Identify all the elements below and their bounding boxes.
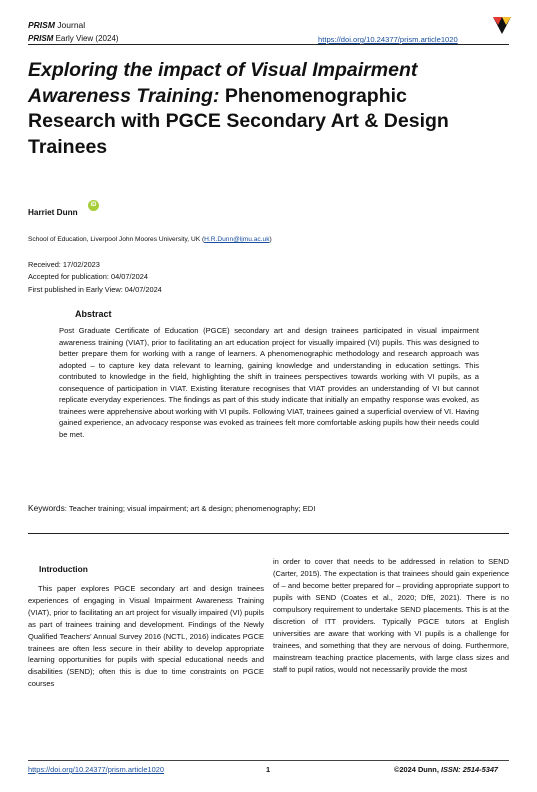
author-affiliation: School of Education, Liverpool John Moores University, UK (H.R.Dunn@ljmu.ac.uk) [28, 236, 272, 243]
early-view-label: PRISM Early View (2024) [28, 34, 119, 43]
article-title: Exploring the impact of Visual Impairment Awareness Training: Phenomenographic Research with PGCE Secondary Art & Design Trainees [28, 59, 449, 158]
section-divider [28, 533, 509, 534]
abstract-heading: Abstract [75, 309, 112, 319]
abstract-body: Post Graduate Certificate of Education (PGCE) secondary art and design trainees participated in visual impairment awareness training (VIAT), prior to facilitating an art education project for visually impaired (VI) pupils. This was designed to better prepare them for working with a range of learners. A phenomenographic methodology and research approach was adopted – to capture key data relevant to learning, gaining knowledge and understanding in education settings. This contributed to knowledge in the field, highlighting the shift in trainees perspectives towards working with VI pupils, as a consequence of participation in VIAT. Existing literature recognises that VIAT provides an understanding of VI but cannot replicate everyday experiences. The findings as part of this study indicate that initially an empathy response was evoked, as trainees were apprehensive about working with VI pupils. Following VIAT, trainees gained a superficial overview of VI. Having gained experience, an advocacy response was evoked as trainees felt more comfortable asking pupils how their needs could be met. [59, 326, 479, 439]
published-date: First published in Early View: 04/07/2024 [28, 284, 162, 294]
orcid-icon[interactable]: iD [88, 200, 99, 211]
author-name: Harriet Dunn [28, 208, 78, 217]
journal-name: PRISM Journal [28, 20, 86, 30]
footer-doi-link[interactable]: https://doi.org/10.24377/prism.article1020 [28, 765, 164, 774]
page-number: 1 [266, 765, 271, 774]
copyright-issn: ©2024 Dunn, ISSN: 2514-5347 [394, 765, 499, 774]
introduction-column-right: in order to cover that needs to be addressed in relation to SEND (Carter, 2015). The expectation is that trainees should gain experience of – and become better prepared for – providing appropriate support to pupils with SEND (Coates et al., 2020; DfE, 2021). There is no compulsory requirement to undertake SEND placements. This is at the discretion of ITT providers. Typically PGCE tutors at English universities are aware that working with VI pupils is a challenge for trainees, and something that they are nervous of doing. Furthermore, mainstream teaching practice placements, with large class sizes and staff to pupil ratios, would not necessarily provide the most [273, 557, 509, 674]
author-email-link[interactable]: H.R.Dunn@ljmu.ac.uk [204, 236, 270, 243]
received-date: Received: 17/02/2023 [28, 260, 100, 269]
footer-divider [28, 760, 509, 761]
keywords: Keywords: Teacher training; visual impairment; art & design; phenomenography; EDI [28, 503, 316, 513]
introduction-column-left: This paper explores PGCE secondary art and design trainees experiences of engaging in Visual Impairment Awareness Training (VIAT), prior to facilitating an art project for visually impaired (VI) pupils as part of trainees training and development. Findings of the Newly Qualified Teachers' Annual Survey 2016 (NCTL, 2016) indicates PGCE trainees are often less secure in their ability to develop appropriate learning opportunities for pupils with special educational needs and disabilities (SEND); often this is due to time constraints on PGCE courses [28, 584, 264, 689]
accepted-date: Accepted for publication: 04/07/2024 [28, 272, 148, 282]
prism-logo-icon [490, 14, 514, 36]
header-doi-link[interactable]: https://doi.org/10.24377/prism.article1020 [318, 35, 458, 44]
header-divider [28, 44, 509, 45]
introduction-heading: Introduction [39, 564, 88, 574]
publication-dates [28, 259, 162, 296]
